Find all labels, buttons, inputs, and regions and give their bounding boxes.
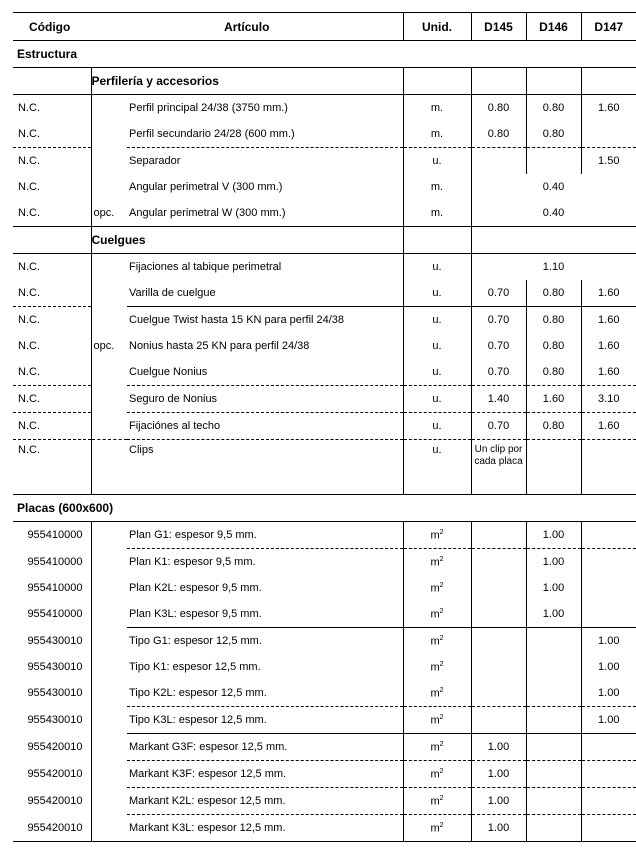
cell-codigo: N.C. (18, 340, 40, 352)
cell-d145 (471, 575, 526, 601)
cell-opc (91, 307, 127, 334)
cell-codigo: N.C. (13, 121, 91, 148)
cell-d147: 1.00 (581, 654, 636, 680)
cell-codigo: N.C. (13, 413, 91, 440)
cell-d145: 0.80 (471, 121, 526, 148)
cell-opc (91, 601, 127, 628)
cell-codigo: N.C. (18, 261, 40, 273)
cell-d145 (471, 549, 526, 576)
cell-codigo: 955420010 (27, 768, 83, 780)
cell-unid: $m^2$ (403, 575, 471, 601)
cell-unid: m. (403, 95, 471, 122)
cell-d145 (471, 601, 526, 628)
cell-d146: 0.80 (526, 280, 581, 307)
cell-unid: $m^2$ (403, 601, 471, 628)
cell-codigo: N.C. (18, 181, 40, 193)
cell-d146 (526, 654, 581, 680)
cell-articulo: Markant K2L: espesor 12,5 mm. (127, 788, 403, 815)
table-row (13, 333, 636, 359)
cell-opc (91, 549, 127, 576)
cell-unid: m. (403, 121, 471, 148)
header-d147: D147 (581, 13, 636, 41)
cell-d145: 1.40 (471, 386, 526, 413)
cell-d146: 1.00 (526, 522, 581, 549)
cell-d146: 0.80 (526, 359, 581, 386)
table-row (13, 174, 636, 200)
cell-unid: u. (403, 254, 471, 281)
cell-articulo: Nonius hasta 25 KN para perfil 24/38 (129, 340, 310, 352)
cell-d147: 1.60 (581, 307, 636, 334)
cell-codigo: 955430010 (27, 634, 83, 647)
cell-codigo: N.C. (13, 280, 91, 307)
header-d145: D145 (471, 13, 526, 41)
table-row (13, 761, 636, 788)
cell-d145 (471, 522, 526, 549)
cell-codigo: N.C. (13, 200, 91, 227)
cell-d146 (526, 440, 581, 495)
cell-unid: u. (403, 386, 471, 413)
cell-d145: 0.70 (471, 280, 526, 307)
table-row (13, 148, 636, 175)
cell-articulo: Plan K3L: espesor 9,5 mm. (127, 601, 403, 628)
cell-d146 (526, 680, 581, 707)
cell-opc: opc. (91, 200, 127, 227)
table-row (13, 734, 636, 761)
cell-articulo: Markant K3L: espesor 12,5 mm. (127, 815, 403, 842)
cell-articulo: Perfil secundario 24/28 (600 mm.) (127, 121, 403, 148)
cell-unid: m. (403, 200, 471, 227)
cell-articulo: Angular perimetral W (300 mm.) (127, 200, 403, 227)
cell-opc (91, 174, 127, 200)
cell-opc (91, 254, 127, 281)
cell-codigo: 955410000 (27, 529, 83, 542)
cell-unid: u. (403, 333, 471, 359)
cell-opc (91, 734, 127, 761)
table-row (13, 200, 636, 227)
cell-d145: 1.00 (471, 761, 526, 788)
cell-d147 (581, 761, 636, 788)
cell-unid: u. (403, 359, 471, 386)
cell-d145: 1.00 (471, 734, 526, 761)
section-row (13, 495, 636, 522)
cell-d146 (526, 734, 581, 761)
cell-codigo: 955410000 (27, 608, 83, 621)
cell-codigo: N.C. (18, 155, 40, 167)
cell-articulo: Seguro de Nonius (127, 386, 403, 413)
cell-d146 (526, 788, 581, 815)
section-row (13, 41, 636, 68)
cell-d145 (471, 680, 526, 707)
cell-articulo: Tipo K1: espesor 12,5 mm. (129, 661, 261, 673)
table-row (13, 359, 636, 386)
cell-unid: $m^2$ (403, 734, 471, 761)
cell-d146: 1.00 (526, 549, 581, 576)
cell-articulo: Clips (129, 444, 154, 456)
table-row (13, 549, 636, 576)
cell-articulo: Cuelgue Nonius (127, 359, 403, 386)
cell-codigo: 955410000 (27, 582, 83, 594)
cell-d146 (526, 707, 581, 734)
subsection-cuelgues: Cuelgues (91, 227, 403, 254)
cell-d146: 0.80 (526, 121, 581, 148)
cell-opc (91, 148, 127, 175)
cell-opc: opc. (91, 333, 127, 359)
cell-d146 (526, 148, 581, 175)
cell-d147: 1.60 (581, 95, 636, 122)
cell-d147: 3.10 (581, 386, 636, 413)
cell-opc (91, 95, 127, 122)
cell-codigo: N.C. (13, 359, 91, 386)
cell-d146: 0.80 (526, 413, 581, 440)
table-row (13, 815, 636, 842)
cell-d146: 1.60 (526, 386, 581, 413)
cell-codigo: N.C. (18, 444, 40, 456)
cell-opc (91, 815, 127, 842)
cell-d147 (581, 440, 636, 495)
cell-articulo: Varilla de cuelgue (129, 287, 216, 299)
subsection-row (13, 227, 636, 254)
cell-opc (91, 628, 127, 655)
cell-d146: 1.00 (526, 575, 581, 601)
table-row (13, 680, 636, 707)
cell-opc (91, 413, 127, 440)
section-placas: Placas (600x600) (13, 495, 636, 522)
cell-d145 (471, 707, 526, 734)
cell-codigo: 955420010 (27, 741, 83, 753)
cell-d145 (471, 200, 526, 227)
cell-unid: u. (403, 413, 471, 440)
cell-opc (91, 280, 127, 307)
cell-d147 (581, 174, 636, 200)
table-row (13, 707, 636, 734)
table-row (13, 121, 636, 148)
materials-table-sheet (13, 12, 624, 842)
cell-codigo: 955410000 (27, 555, 83, 568)
cell-d146: 0.80 (526, 333, 581, 359)
subsection-perfileria: Perfilería y accesorios (91, 68, 403, 95)
cell-articulo: Markant K3F: espesor 12,5 mm. (127, 761, 403, 788)
cell-articulo: Tipo K2L: espesor 12,5 mm. (127, 680, 403, 707)
section-estructura: Estructura (13, 41, 636, 68)
cell-d145 (471, 654, 526, 680)
cell-codigo: 955430010 (27, 714, 83, 726)
cell-unid: $m^2$ (403, 680, 471, 707)
cell-d146 (526, 761, 581, 788)
cell-d145 (471, 174, 526, 200)
header-codigo: Código (13, 13, 91, 41)
cell-d147: 1.60 (581, 413, 636, 440)
cell-d147 (581, 788, 636, 815)
cell-unid: $m^2$ (403, 654, 471, 680)
table-row (13, 440, 636, 495)
header-d146: D146 (526, 13, 581, 41)
table-row (13, 601, 636, 628)
cell-opc (91, 121, 127, 148)
cell-unid: $m^2$ (403, 707, 471, 734)
cell-d145: 1.00 (471, 788, 526, 815)
cell-articulo: Fijaciónes al techo (127, 413, 403, 440)
cell-d147 (581, 575, 636, 601)
cell-opc (91, 440, 127, 495)
cell-codigo: N.C. (18, 314, 40, 326)
cell-unid: $m^2$ (403, 788, 471, 815)
cell-d147 (581, 121, 636, 148)
cell-articulo: Tipo K3L: espesor 12,5 mm. (127, 707, 403, 734)
cell-d147 (581, 815, 636, 842)
cell-unid: u. (403, 148, 471, 175)
cell-d147 (581, 601, 636, 628)
cell-unid: $m^2$ (403, 761, 471, 788)
cell-articulo: Plan G1: espesor 9,5 mm. (127, 522, 403, 549)
table-row (13, 254, 636, 281)
cell-d145: 0.80 (471, 95, 526, 122)
cell-d145 (471, 148, 526, 175)
header-unid: Unid. (403, 13, 471, 41)
cell-d146 (526, 815, 581, 842)
cell-unid: $m^2$ (403, 522, 471, 549)
cell-d145: 0.70 (471, 333, 526, 359)
cell-d145: 1.00 (471, 815, 526, 842)
cell-opc (91, 788, 127, 815)
cell-articulo: Separador (129, 155, 181, 167)
cell-opc (91, 761, 127, 788)
cell-codigo: 955420010 (13, 815, 91, 842)
cell-unid: $m^2$ (403, 628, 471, 655)
cell-codigo: 955430010 (27, 661, 83, 673)
table-row (13, 788, 636, 815)
cell-articulo: Fijaciones al tabique perimetral (129, 261, 282, 273)
cell-codigo: 955430010 (27, 687, 83, 700)
table-row (13, 280, 636, 307)
table-row (13, 654, 636, 680)
cell-articulo: Plan K1: espesor 9,5 mm. (129, 556, 256, 568)
cell-articulo: Plan K2L: espesor 9,5 mm. (129, 582, 262, 594)
cell-d147 (581, 734, 636, 761)
cell-d145: 0.70 (471, 359, 526, 386)
cell-unid: u. (403, 307, 471, 334)
cell-d145: 0.70 (471, 307, 526, 334)
cell-d147 (581, 549, 636, 576)
cell-d146: 0.40 (542, 181, 565, 193)
header-articulo: Artículo (91, 13, 403, 41)
table-row (13, 95, 636, 122)
cell-codigo: 955420010 (27, 795, 83, 807)
cell-opc (91, 680, 127, 707)
cell-d147: 1.60 (581, 333, 636, 359)
cell-opc (91, 707, 127, 734)
cell-articulo: Perfil principal 24/38 (3750 mm.) (129, 102, 288, 114)
cell-d146: 1.10 (542, 261, 565, 273)
cell-opc (91, 386, 127, 413)
cell-d145: Un clip por cada placa (471, 440, 526, 495)
table-row (13, 628, 636, 655)
cell-opc (91, 359, 127, 386)
cell-d146 (526, 628, 581, 655)
cell-d146: 0.80 (526, 307, 581, 334)
cell-d146: 0.80 (526, 95, 581, 122)
table-header (13, 13, 636, 41)
table-row (13, 307, 636, 334)
cell-d147: 1.50 (598, 155, 620, 167)
cell-d147: 1.00 (581, 707, 636, 734)
cell-d147: 1.60 (581, 359, 636, 386)
cell-d147: 1.00 (581, 680, 636, 707)
cell-d146: 1.00 (526, 601, 581, 628)
cell-d147: 1.60 (581, 280, 636, 307)
cell-codigo: N.C. (13, 386, 91, 413)
cell-unid: u. (403, 280, 471, 307)
table-row (13, 522, 636, 549)
cell-articulo: Cuelgue Twist hasta 15 KN para perfil 24/38 (127, 307, 403, 334)
cell-opc (91, 522, 127, 549)
table-row (13, 413, 636, 440)
cell-d145 (471, 254, 526, 281)
cell-d145 (471, 628, 526, 655)
cell-d147 (581, 200, 636, 227)
cell-d147: 1.00 (581, 628, 636, 655)
cell-unid: $m^2$ (403, 549, 471, 576)
cell-unid: u. (403, 440, 471, 495)
cell-d146: 0.40 (526, 200, 581, 227)
cell-opc (91, 654, 127, 680)
cell-articulo: Tipo G1: espesor 12,5 mm. (129, 635, 262, 647)
cell-d145: 0.70 (471, 413, 526, 440)
subsection-row (13, 68, 636, 95)
cell-d147 (581, 254, 636, 281)
cell-articulo: Angular perimetral V (300 mm.) (129, 181, 283, 193)
cell-opc (91, 575, 127, 601)
table-row (13, 575, 636, 601)
table-row (13, 386, 636, 413)
materials-table (13, 12, 636, 842)
cell-unid: m. (403, 174, 471, 200)
cell-codigo: N.C. (18, 102, 40, 114)
cell-unid: $m^2$ (403, 815, 471, 842)
cell-articulo: Markant G3F: espesor 12,5 mm. (127, 734, 403, 761)
cell-d147 (581, 522, 636, 549)
